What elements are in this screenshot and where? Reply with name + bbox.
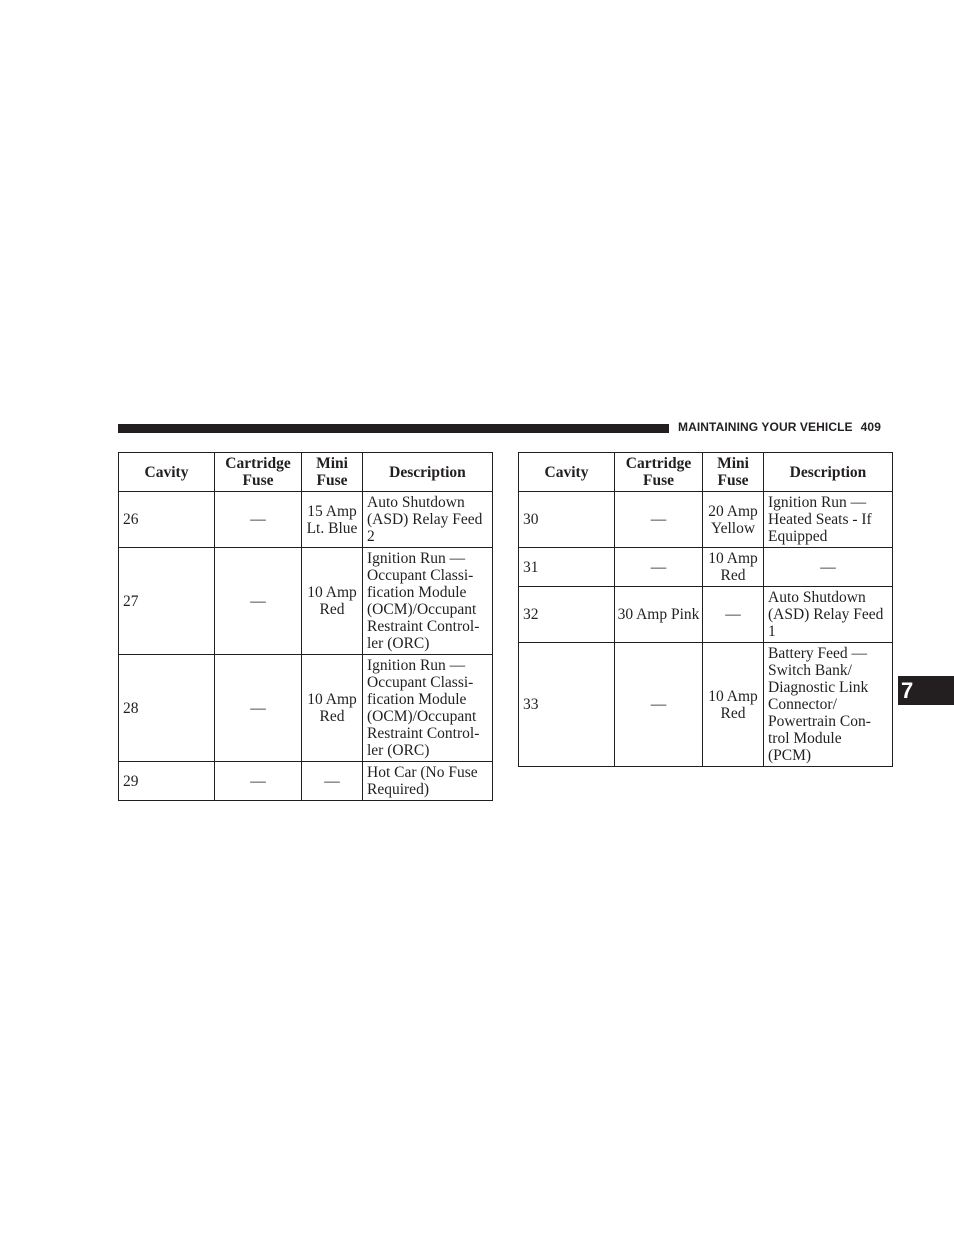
mini-fuse-header: Mini Fuse: [302, 453, 363, 492]
cartridge-cell: —: [215, 548, 302, 655]
table-row: [519, 587, 893, 643]
description-header: Description: [764, 453, 893, 492]
mini-cell: 10 Amp Red: [302, 548, 363, 655]
cartridge-cell: —: [615, 643, 703, 767]
chapter-tab: 7: [898, 676, 954, 705]
header-rule: [118, 424, 669, 433]
cartridge-cell: —: [615, 492, 703, 548]
description-cell: Ignition Run — Heated Seats - If Equipped: [764, 492, 893, 548]
description-cell: Auto Shutdown (ASD) Relay Feed 1: [764, 587, 893, 643]
section-title: MAINTAINING YOUR VEHICLE: [678, 420, 853, 434]
cartridge-fuse-header: Cartridge Fuse: [215, 453, 302, 492]
table-row: [519, 492, 893, 548]
table-row: [519, 643, 893, 767]
fuse-table-right: [518, 452, 893, 767]
table-row: [119, 492, 493, 548]
mini-cell: 15 Amp Lt. Blue: [302, 492, 363, 548]
cavity-cell: 28: [119, 655, 215, 762]
mini-cell: 10 Amp Red: [703, 548, 764, 587]
cartridge-cell: 30 Amp Pink: [615, 587, 703, 643]
mini-cell: —: [703, 587, 764, 643]
running-header: [678, 420, 881, 434]
table-header-row: [519, 453, 893, 492]
cavity-cell: 31: [519, 548, 615, 587]
cavity-cell: 27: [119, 548, 215, 655]
mini-cell: 10 Amp Red: [703, 643, 764, 767]
table-row: [519, 548, 893, 587]
cavity-cell: 32: [519, 587, 615, 643]
mini-cell: 10 Amp Red: [302, 655, 363, 762]
description-cell: Hot Car (No Fuse Required): [363, 762, 493, 801]
table-row: [119, 762, 493, 801]
table-header-row: [119, 453, 493, 492]
cavity-header: Cavity: [519, 453, 615, 492]
cavity-cell: 33: [519, 643, 615, 767]
mini-cell: —: [302, 762, 363, 801]
cavity-cell: 29: [119, 762, 215, 801]
cartridge-cell: —: [615, 548, 703, 587]
description-header: Description: [363, 453, 493, 492]
description-cell: —: [764, 548, 893, 587]
cavity-header: Cavity: [119, 453, 215, 492]
description-cell: Battery Feed — Switch Bank/ Diagnostic Link Connector/ Powertrain Con-trol Module (PCM): [764, 643, 893, 767]
page-number: 409: [860, 420, 881, 434]
description-cell: Ignition Run — Occupant Classi-fication Module (OCM)/Occupant Restraint Control-ler (ORC): [363, 548, 493, 655]
description-cell: Auto Shutdown (ASD) Relay Feed 2: [363, 492, 493, 548]
table-row: [119, 655, 493, 762]
fuse-table-left: [118, 452, 493, 801]
cavity-cell: 30: [519, 492, 615, 548]
cartridge-cell: —: [215, 762, 302, 801]
cartridge-cell: —: [215, 655, 302, 762]
cartridge-fuse-header: Cartridge Fuse: [615, 453, 703, 492]
cartridge-cell: —: [215, 492, 302, 548]
mini-cell: 20 Amp Yellow: [703, 492, 764, 548]
mini-fuse-header: Mini Fuse: [703, 453, 764, 492]
description-cell: Ignition Run — Occupant Classi-fication Module (OCM)/Occupant Restraint Control-ler (ORC): [363, 655, 493, 762]
cavity-cell: 26: [119, 492, 215, 548]
table-row: [119, 548, 493, 655]
